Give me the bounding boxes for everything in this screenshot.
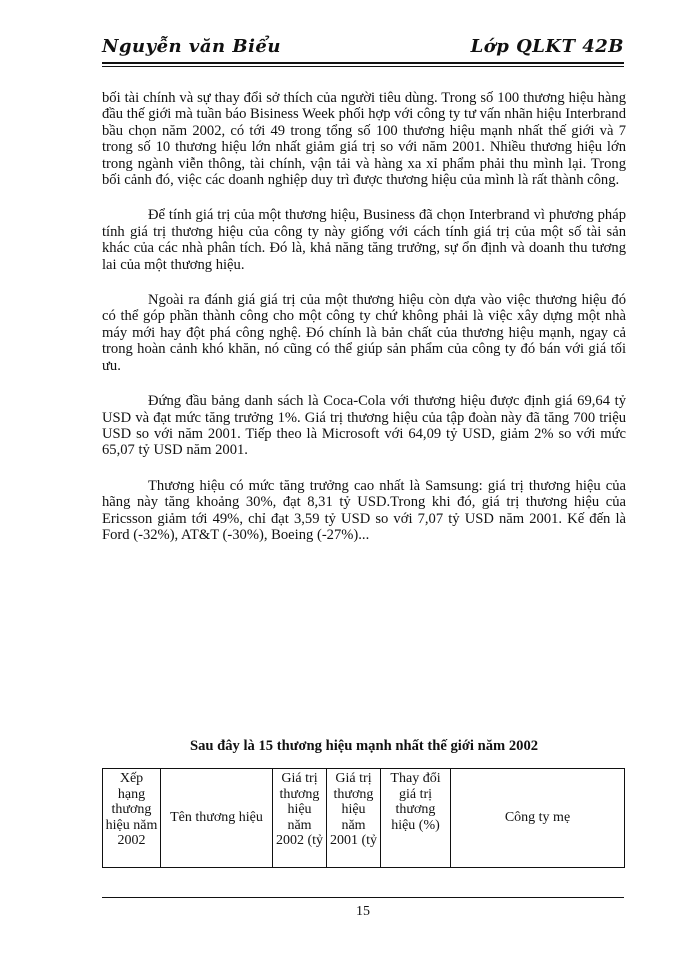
col-change: Thay đổi giá trị thương hiệu (%) (381, 769, 451, 868)
col-rank: Xếp hạng thương hiệu năm 2002 (103, 769, 161, 868)
paragraph: Ngoài ra đánh giá giá trị của một thương hiệu còn dựa vào việc thương hiệu đó có thể góp phần thành công cho một công ty chứ không phải là việc xây dựng một nhà máy mới hay đột phá công nghệ. Đó chính là bản chất của thương hiệu mạnh, ngay cả trong hoàn cảnh khó khăn, nó cũng có thể giúp sản phẩm của công ty đó bán với giá tối ưu. (102, 292, 626, 374)
header-rule-thin (102, 66, 624, 67)
paragraph: Đứng đầu bảng danh sách là Coca-Cola với thương hiệu được định giá 69,64 tỷ USD và đạt mức tăng trưởng 1%. Giá trị thương hiệu của tập đoàn này đã tăng 700 triệu USD so với năm 2001. Tiếp theo là Microsoft với 64,09 tỷ USD, giảm 2% so với mức 65,07 tỷ USD năm 2001. (102, 393, 626, 459)
col-parent-company: Công ty mẹ (451, 769, 625, 868)
class-name: Lớp QLKT 42B (470, 36, 624, 57)
paragraph: Thương hiệu có mức tăng trưởng cao nhất là Samsung: giá trị thương hiệu của hãng này tăng khoảng 30%, đạt 8,31 tỷ USD.Trong khi đó, giá trị thương hiệu của Ericsson giảm tới 49%, chỉ đạt 3,59 tỷ USD so với 7,07 tỷ USD năm 2001. Kế đến là Ford (-32%), AT&T (-30%), Boeing (-27%)... (102, 477, 626, 543)
author-name: Nguyễn văn Biểu (102, 36, 281, 57)
header-rule (102, 62, 624, 64)
col-brand-name: Tên thương hiệu (161, 769, 273, 868)
col-value-2002: Giá trị thương hiệu năm 2002 (tỷ (273, 769, 327, 868)
page-number: 15 (356, 904, 370, 919)
page-header (102, 34, 624, 60)
table-header-row (103, 769, 625, 868)
paragraph: Để tính giá trị của một thương hiệu, Business đã chọn Interbrand vì phương pháp tính giá trị thương hiệu của công ty này giống với cách tính giá trị của một số tài sản khác của các nhà phân tích. Đó là, khả năng tăng trưởng, sự ổn định và doanh thu tương lai của một thương hiệu. (102, 207, 626, 273)
body-text (102, 90, 626, 562)
footer-rule (102, 897, 624, 898)
col-value-2001: Giá trị thương hiệu năm 2001 (tỷ (327, 769, 381, 868)
table-title: Sau đây là 15 thương hiệu mạnh nhất thế giới năm 2002 (189, 738, 539, 754)
brand-table (102, 768, 625, 868)
paragraph: bối tài chính và sự thay đổi sở thích của người tiêu dùng. Trong số 100 thương hiệu hàng đầu thế giới mà tuần báo Bisiness Week phối hợp với công ty tư vấn nhãn hiệu Interbrand bầu chọn năm 2002, có tới 49 trong tổng số 100 thương hiệu mạnh nhất thế giới và 7 trong số 10 thương hiệu lớn nhất giảm giá trị so với năm 2001. Nhiều thương hiệu lớn trong ngành viễn thông, tài chính, vận tải và hàng xa xỉ phẩm phải thu mình lại. Trong bối cảnh đó, việc các doanh nghiệp duy trì được thương hiệu của mình là rất thành công. (102, 90, 626, 189)
